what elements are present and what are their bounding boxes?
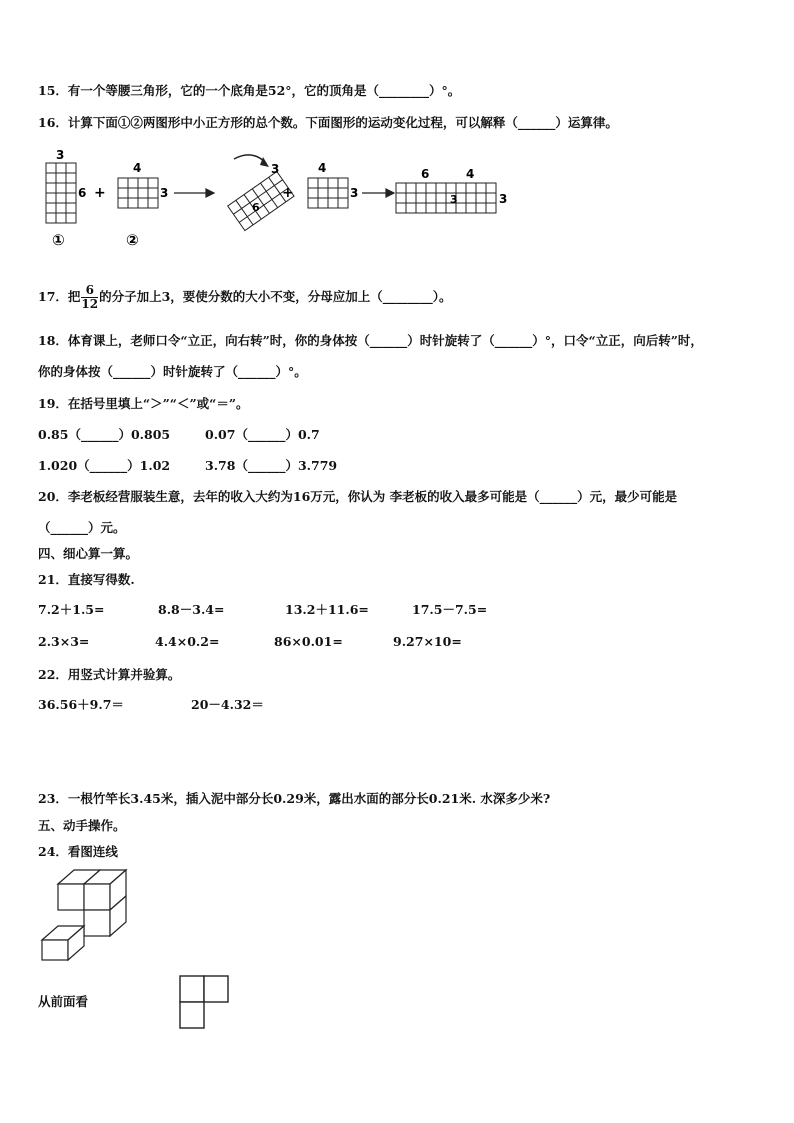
question-23: 23．一根竹竿长3.45米，插入泥中部分长0.29米，露出水面的部分长0.21米. 水深多少米? (38, 791, 551, 806)
g5-left-label: 6 (421, 167, 430, 181)
g1-side-label: 6 (78, 186, 87, 200)
fraction-numerator: 6 (81, 284, 98, 298)
q17-prefix: 17．把 (38, 289, 81, 304)
q22-item-2: 20－4.32＝ (191, 697, 264, 712)
section-5-heading: 五、动手操作。 (38, 818, 126, 833)
plus-sign: + (94, 185, 106, 201)
rot-side-label: 3 (271, 162, 280, 176)
q21-item-1: 7.2＋1.5= (38, 602, 105, 617)
g5-end-label: 3 (499, 192, 508, 206)
question-18-line-2: 你的身体按（______）时针旋转了（______）°。 (38, 364, 307, 379)
question-22: 22．用竖式计算并验算。 (38, 667, 181, 682)
arrow-1 (174, 189, 214, 197)
grid-5 (396, 183, 496, 213)
q21-item-2: 8.8－3.4= (158, 602, 225, 617)
g5-right-label: 4 (466, 167, 475, 181)
question-19: 19．在括号里填上“＞”“＜”或“＝”。 (38, 396, 249, 411)
q21-item-6: 4.4×0.2= (155, 634, 220, 649)
rot-bottom-label: 6 (252, 201, 260, 214)
q21-item-7: 86×0.01= (274, 634, 343, 649)
g2-top-label: 4 (133, 161, 142, 175)
q21-item-8: 9.27×10= (393, 634, 462, 649)
q19-item-1: 0.85（______）0.805 (38, 427, 171, 442)
q21-item-4: 17.5－7.5= (412, 602, 488, 617)
figure-label-2: ② (126, 231, 139, 249)
g5-mid-label: 3 (450, 193, 458, 206)
question-24: 24．看图连线 (38, 844, 118, 859)
g2-side-label: 3 (160, 186, 169, 200)
cube-figure (38, 868, 138, 964)
question-20-line-2: （______）元。 (38, 520, 126, 535)
rotated-grid (228, 172, 294, 231)
q16-figure (38, 145, 538, 253)
g4-top-label: 4 (318, 161, 327, 175)
question-21: 21．直接写得数. (38, 572, 135, 587)
plus-sign-2: + (282, 185, 294, 201)
q17-fraction (81, 284, 98, 311)
g4-side-label: 3 (350, 186, 359, 200)
q19-item-4: 3.78（______）3.779 (205, 458, 338, 473)
grid-4 (308, 178, 348, 208)
figure-label-1: ① (52, 231, 65, 249)
arrow-2 (362, 189, 394, 197)
question-17 (38, 284, 452, 311)
q22-item-1: 36.56＋9.7＝ (38, 697, 124, 712)
question-20-line-1: 20．李老板经营服装生意，去年的收入大约为16万元，你认为 李老板的收入最多可能是（______）元，最少可能是 (38, 489, 678, 504)
question-15: 15．有一个等腰三角形，它的一个底角是52°，它的顶角是（________）°。 (38, 83, 461, 98)
grid-2 (118, 178, 158, 208)
q21-item-3: 13.2＋11.6= (285, 602, 369, 617)
q17-suffix: 的分子加上3，要使分数的大小不变，分母应加上（________）。 (99, 289, 452, 304)
fraction-denominator: 12 (81, 297, 99, 311)
q19-item-3: 1.020（______）1.02 (38, 458, 171, 473)
front-view-shape (178, 974, 232, 1030)
section-4-heading: 四、细心算一算。 (38, 546, 139, 561)
q19-item-2: 0.07（______）0.7 (205, 427, 320, 442)
question-16: 16．计算下面①②两图形中小正方形的总个数。下面图形的运动变化过程，可以解释（______）运算律。 (38, 115, 618, 130)
grid-1 (46, 163, 76, 223)
q21-item-5: 2.3×3= (38, 634, 90, 649)
front-view-label: 从前面看 (38, 994, 89, 1009)
g1-top-label: 3 (56, 148, 65, 162)
rotation-arrow (234, 155, 266, 163)
question-18-line-1: 18．体育课上，老师口令“立正，向右转”时，你的身体按（______）时针旋转了（______）°，口令“立正，向后转”时， (38, 333, 703, 348)
